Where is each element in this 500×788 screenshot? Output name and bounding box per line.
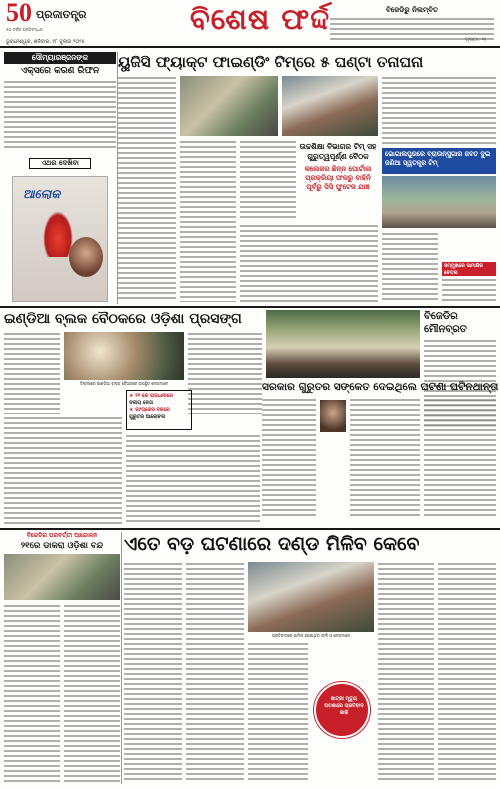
right-mid-headline: ବିଜେଡିର ମୌନବ୍ରତ (424, 311, 467, 335)
logo-caption: ୫୦ ବର୍ଷର ପ୍ରତିବଦ୍ଧତା (6, 27, 43, 32)
left-headline: ଏକ୍ସରେ କରଣ ରିଫନ (20, 66, 100, 76)
box-item-3: ★ କାଂଗ୍ରେସ ଦଳରେ (129, 407, 170, 413)
section-title: ବିଶେଷ ଫର୍ଦ୍ଦ (190, 2, 331, 36)
red-quote-text: କଲେଜର ଛିନ୍ନ ପୋର୍ଟାଲ ପ୍ରକ୍ରିୟା ଫଳରୁ ବାହିନି ପୂର୍ବରୁ ସିସି ଫୁଟେଜ ଯାଞ୍ଚ (304, 165, 372, 191)
rule-2 (0, 528, 500, 530)
bottom-left-photo (4, 554, 120, 600)
mid-col3-text (4, 416, 122, 524)
bottom-left-col1 (4, 604, 60, 782)
side-photo (382, 176, 496, 228)
bottom-photo (248, 562, 374, 632)
bottom-col1-text (124, 562, 182, 782)
left-kicker: ସୌମ୍ୟାରଞ୍ଜନଙ୍କ (4, 52, 116, 64)
column-rule-v1 (117, 52, 118, 304)
box-item-1: ★ ୨୧ ରେ ରାଜଧାନୀରେ (129, 393, 173, 399)
poster-title: ଆଲୋକ (23, 187, 61, 201)
left-column-story (4, 52, 116, 304)
masthead-rule (0, 46, 500, 48)
bottom-col5-text (438, 562, 496, 782)
mid-info-box (126, 390, 192, 430)
column-rule-v2 (121, 532, 122, 784)
poster-portrait (69, 237, 103, 277)
lead-col1-text (118, 76, 176, 302)
mid-photo (64, 332, 184, 380)
side-banner: ଭୋଗାଲପୁରରେ ବ୍ରାଉନ୍‌ସୁଗାର ଜବତ ଦୁଇ ଜଣିଆ ସ୍ୱତନ୍ତ୍ର ଟିମ୍ (382, 148, 496, 174)
poster-image (12, 176, 108, 302)
logo-badge (6, 2, 40, 30)
protest-seal (314, 682, 370, 738)
bottom-photo-caption: ପ୍ରତିବାଦରେ ସାମିଲ ହୋଇଥିବା କର୍ମୀ ଓ ନେତାମାନେ (271, 633, 351, 638)
mid-col1-text (4, 332, 60, 414)
lead-pull-quote (298, 142, 378, 220)
rule-1 (0, 306, 500, 308)
lead-story (118, 52, 496, 304)
rally-photo (266, 310, 420, 378)
paper-name: ପ୍ରଜାତନ୍ତ୍ର (36, 8, 87, 21)
rally-story (262, 380, 499, 526)
lead-headline: ୟୁଜିସି ଫ୍ୟାକ୍ଟ ଫାଇଣ୍ଡିଂ ଟିମ୍‌ରେ ୫ ଘଣ୍ଟା ତନାଘନା (118, 53, 424, 71)
box-item-4: ଗୁରୁତର ଆଲୋଚନା (129, 414, 166, 420)
bottom-headline: ଏତେ ବଡ଼ ଘଟଣାରେ ଦଣ୍ଡ ମିଳିବ କେବେ (124, 533, 420, 555)
seal-text: ଛାତ୍ରୀ ମୃତ୍ୟୁ ଘଟଣାରେ ପ୍ରତିବାଦ ଜାରି (324, 696, 364, 716)
left-box-label: ଏଥର ଦେଖିବା (29, 158, 91, 169)
logo-number: 50 (6, 0, 32, 27)
side-text-2 (442, 278, 496, 302)
bottom-story (124, 532, 496, 784)
bottom-left-kicker: ବିଜେଡିର ପରବର୍ତ୍ତୀ ଆନ୍ଦୋଳନ (26, 532, 98, 539)
small-red-box: ସମ୍ମୁଖରେ ସାମାଜିକ ଚେତନା (442, 262, 496, 276)
side-text (382, 232, 438, 302)
top-right-heading: ବିଜେଡିରୁ ନିଲମ୍ବିତ (386, 6, 438, 14)
bottom-left-story (4, 532, 120, 784)
poster-flame-icon (43, 211, 73, 257)
mid-headline: ଇଣ୍ଡିଆ ବ୍ଲକ ବୈଠକରେ ଓଡ଼ିଶା ପ୍ରସଙ୍ଗ (4, 311, 242, 327)
mid-col2-text (188, 332, 262, 414)
rally-col2-text (350, 398, 420, 518)
lead-photo-1 (180, 76, 278, 136)
left-body-text (4, 80, 116, 150)
bottom-col4-text (378, 562, 434, 782)
pull-quote-text: ଉଚ୍ଚଶିକ୍ଷା ବିଭାଗର ଟିମ୍ ସହ ଗୁରୁତ୍ୱପୂର୍ଣ୍ଣ ବୈଠକ (299, 142, 377, 161)
bottom-left-col2 (64, 604, 120, 782)
mid-photo-caption: ଦିଲ୍ଲୀରେ ଇଣ୍ଡିଆ ବ୍ଲକ ବୈଠକରେ ଉପସ୍ଥିତ ନେତାମାନେ (79, 381, 169, 386)
dateline: ଭୁବନେଶ୍ୱର, ଶନିବାର, ୧୮ ଜୁଲାଇ ୨୦୨୫ (6, 39, 85, 45)
top-right-text (330, 17, 494, 43)
lead-col4-text (240, 224, 378, 302)
lead-col3-text (240, 140, 296, 220)
top-right-story (330, 6, 494, 40)
bottom-col3-text (248, 642, 308, 782)
bottom-left-headline: ୨୧ରେ ଡାକରା ଓଡ଼ିଶା ବନ୍ଦ (20, 541, 104, 551)
box-item-2: ଦଳୀୟ ନେତା (129, 400, 153, 406)
rally-portrait (320, 400, 346, 432)
rally-headline: ସରକାର ଗୁରୁତର ସଙ୍କେତ ଦେଇଥିଲେ ଘଟଣା ଘଟିନଥାନ୍ତା (262, 381, 499, 393)
rally-col1-text (262, 398, 316, 518)
lead-col5-text (382, 76, 496, 146)
mid-col4-text (126, 434, 260, 524)
rally-col3-text (424, 398, 496, 518)
lead-photo-2 (282, 76, 378, 136)
bottom-col2-text (186, 562, 244, 782)
lead-col2-text (180, 140, 236, 302)
